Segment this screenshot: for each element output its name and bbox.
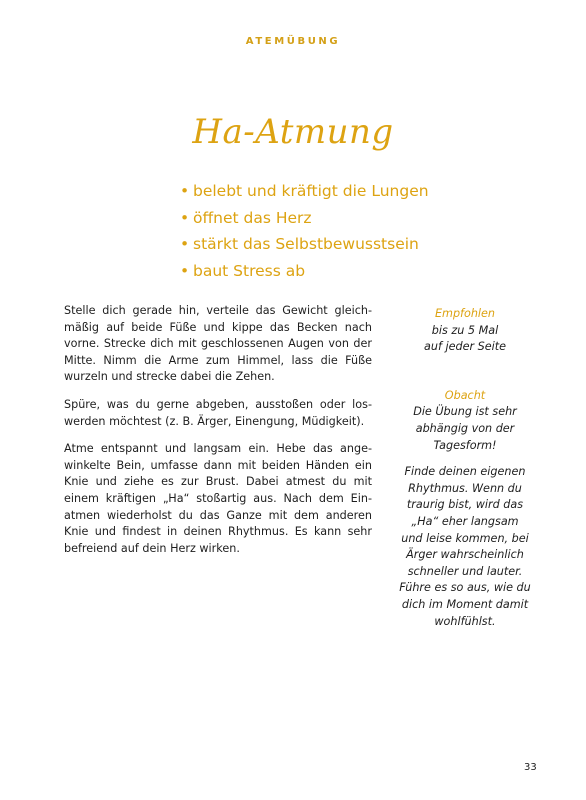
tip-line: schneller und lauter. [407,564,523,578]
sidebar-notes [390,306,540,640]
benefits-list [180,178,429,284]
benefit-item [180,205,429,232]
recommended-line: bis zu 5 Mal [431,323,499,337]
tip-line: Führe es so aus, wie du [399,581,531,595]
benefit-text: belebt und kräftigt die Lungen [193,182,429,200]
caution-line: Die Übung ist sehr [413,405,517,419]
caution-line: abhängig von der [415,421,515,435]
caution-block [390,388,540,454]
tip-line: und leise kommen, bei [401,531,529,545]
benefit-item [180,178,429,205]
recommended-block [390,306,540,356]
tip-line: „Ha“ eher langsam [411,514,519,528]
tip-line: Finde deinen eigenen [404,465,526,479]
instruction-paragraph: Spüre, was du gerne abgeben, ausstoßen oder loswerden möchtest (z. B. Ärger, Einengung, Müdigkeit). [64,397,372,428]
tip-line: traurig bist, wird das [406,498,524,512]
caution-heading: Obacht [444,388,486,402]
benefit-text: stärkt das Selbstbewusstsein [193,235,419,253]
instructions-body [64,303,372,568]
tip-block [390,464,540,630]
exercise-title: Ha-Atmung [192,112,394,152]
instruction-paragraph: Stelle dich gerade hin, verteile das Gewicht gleichmäßig auf beide Füße und kippe das Becken nach vorne. Strecke dich mit geschlossenen Augen von der Mitte. Nimm die Arme zum Himmel, lass die Füße wurzeln und strecke dabei die Zehen. [64,304,372,384]
bullet-icon: • [180,261,190,280]
tip-line: Rhythmus. Wenn du [408,481,522,495]
instruction-paragraph: Atme entspannt und langsam ein. Hebe das angewinkelte Bein, umfasse dann mit beiden Händen ein Knie und ziehe es zur Brust. Dabei atmest du mit einem kräftigen „Ha“ stoßartig aus. Nach dem Einatmen wiederholst du das Ganze mit dem anderen Knie und findest in deinen Rhythmus. Es kann sehr befreiend auf dein Herz wirken. [64,442,372,555]
benefit-item [180,258,429,285]
tip-line: wohlfühlst. [434,614,496,628]
tip-line: dich im Moment damit [401,597,529,611]
benefit-text: öffnet das Herz [193,208,312,227]
bullet-icon: • [180,208,190,227]
caution-line: Tagesform! [433,438,497,452]
benefit-text: baut Stress ab [193,261,306,280]
recommended-heading: Empfohlen [434,307,496,320]
bullet-icon: • [180,182,190,200]
benefit-item [180,231,429,258]
tip-line: Ärger wahrscheinlich [406,548,524,562]
bullet-icon: • [180,235,190,253]
recommended-line: auf jeder Seite [424,340,506,354]
section-kicker: ATEMÜBUNG [245,36,341,47]
page-number: 33 [524,762,537,773]
